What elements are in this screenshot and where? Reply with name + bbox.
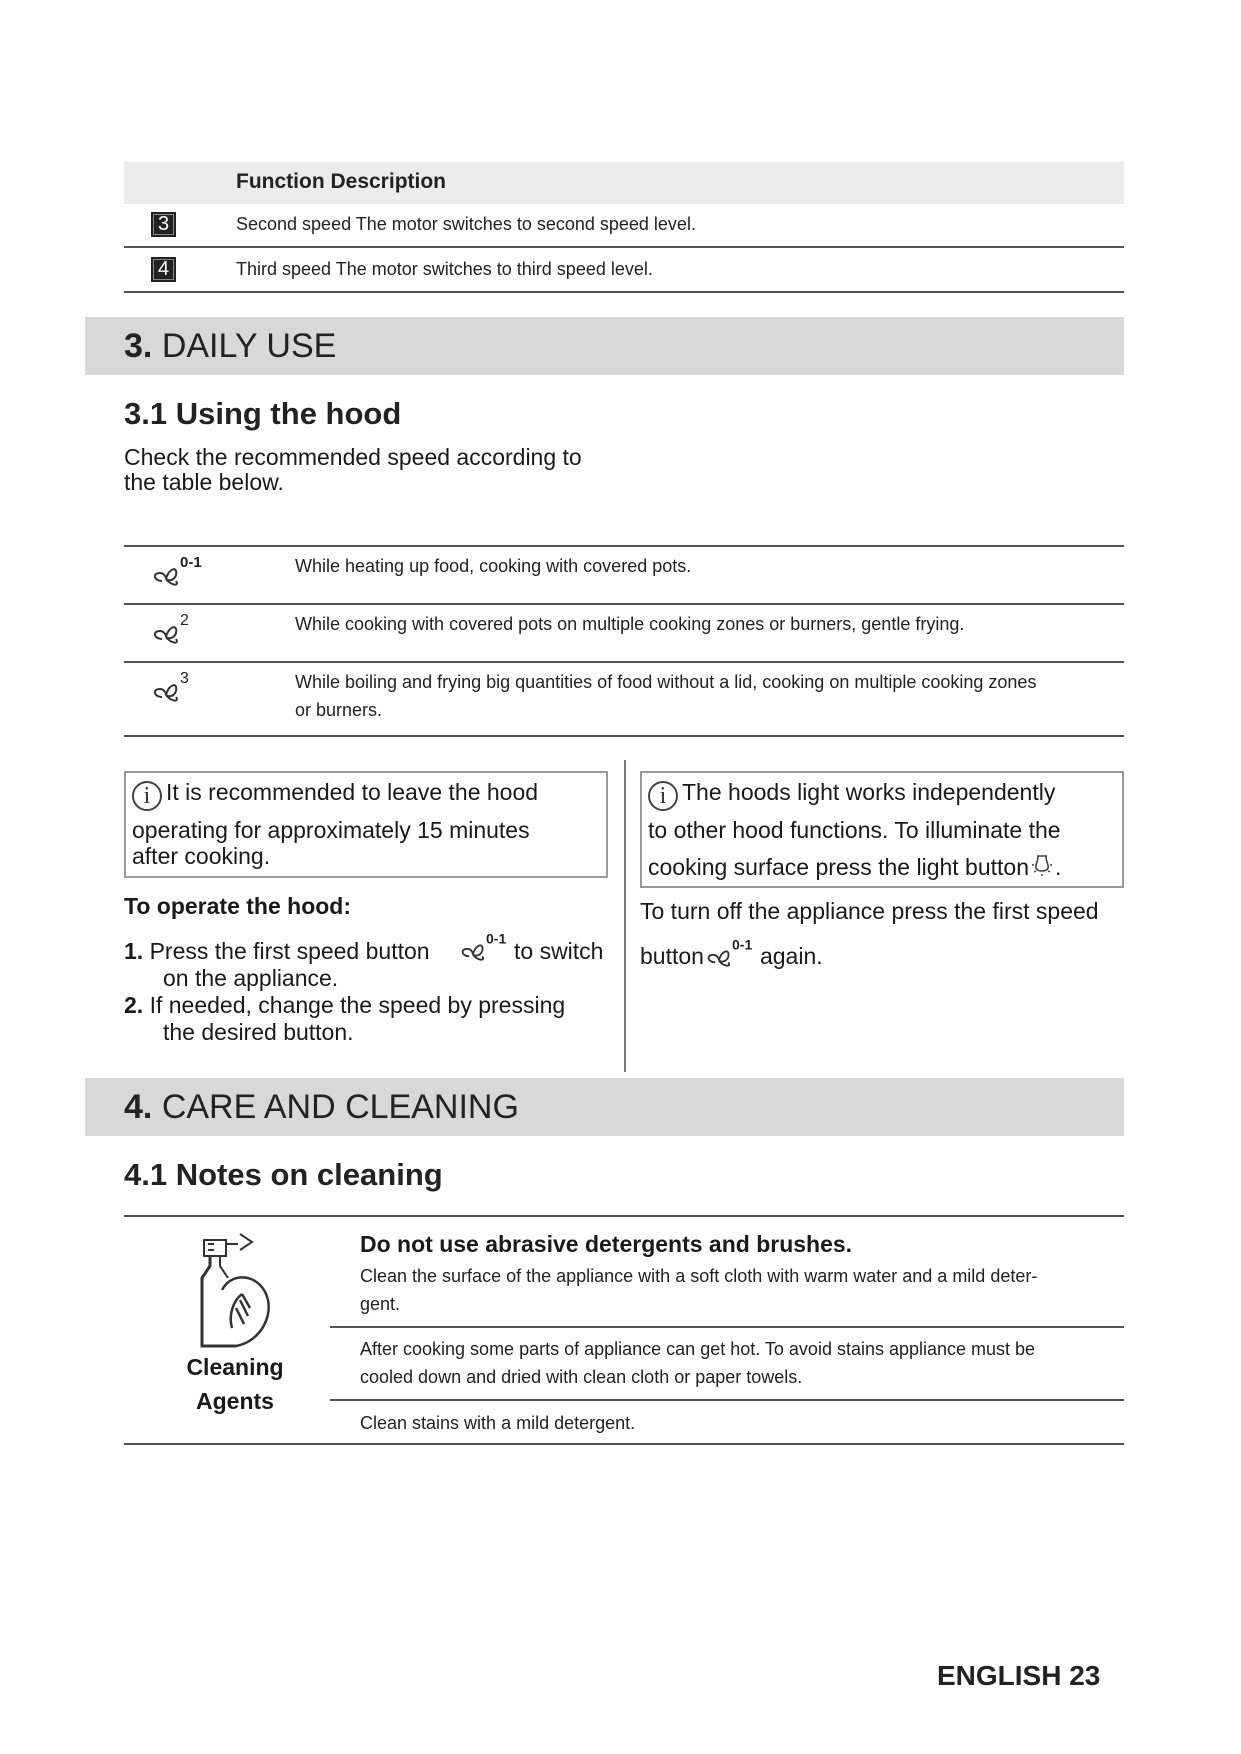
fan-speed-label: 0-1 (486, 930, 507, 947)
fan-speed-label: 3 (180, 670, 189, 687)
fan-speed-2-icon (150, 609, 210, 649)
table-divider (124, 603, 1124, 605)
cleaning-text-1-line-1: Clean the surface of the appliance with a soft cloth with warm water and a mild deter- (360, 1266, 1038, 1286)
function-description-3: Second speed The motor switches to second speed level. (236, 214, 696, 234)
subsection-3-1-title: 3.1 Using the hood (124, 396, 402, 431)
info-note-left (124, 771, 608, 878)
cleaning-agents-caption (150, 1350, 320, 1418)
section-4-title-text: CARE AND CLEANING (161, 1088, 519, 1126)
info-left-line-1: It is recommended to leave the hood (166, 779, 539, 805)
table-divider (330, 1399, 1124, 1401)
fan-speed-0-1-icon (704, 934, 760, 972)
fan-speed-label: 0-1 (180, 554, 202, 571)
speed-description-1: While heating up food, cooking with covered pots. (295, 556, 692, 576)
step-1-number: 1. (124, 938, 144, 964)
speed-description-3-line-2: or burners. (295, 700, 383, 720)
table-divider (124, 735, 1124, 737)
function-number-3: 3 (151, 212, 176, 237)
section-3-title (124, 327, 336, 366)
function-description-4: Third speed The motor switches to third speed level. (236, 259, 653, 279)
turn-off-text-b: again. (759, 943, 823, 969)
speed-description-3-line-1: While boiling and frying big quantities of food without a lid, cooking on multiple cooking zones (295, 672, 1037, 692)
section-3-number: 3. (124, 327, 153, 365)
table-divider (124, 246, 1124, 248)
section-4-number: 4. (124, 1088, 153, 1126)
fan-speed-label: 0-1 (731, 936, 753, 953)
table-divider (124, 1443, 1124, 1445)
cleaning-text-2-line-2: cooled down and dried with clean cloth or paper towels. (360, 1367, 803, 1387)
step-2-text-a: If needed, change the speed by pressing (149, 992, 566, 1018)
info-left-line-3: after cooking. (132, 843, 271, 869)
cleaning-text-2-line-1: After cooking some parts of appliance can get hot. To avoid stains appliance must be (360, 1339, 1036, 1359)
function-table-header-label: Function Description (236, 170, 446, 193)
info-right-line-3-end: . (1055, 854, 1062, 880)
info-right-line-2: to other hood functions. To illuminate the (648, 817, 1061, 843)
turn-off-text-a: button (640, 943, 704, 969)
info-icon: i (132, 781, 162, 811)
operate-step-2 (124, 992, 565, 1019)
info-note-right (640, 771, 1124, 888)
step-2-text-b: the desired button. (163, 1019, 354, 1045)
light-bulb-icon (1029, 851, 1055, 877)
operate-step-1 (124, 938, 430, 965)
intro-line-2: the table below. (124, 469, 284, 495)
section-3-title-text: DAILY USE (161, 327, 337, 365)
function-number-4: 4 (151, 257, 176, 282)
info-right-line-3: cooking surface press the light button (648, 854, 1030, 880)
fan-speed-0-1-icon (150, 551, 210, 591)
cleaning-agent-spray-icon (192, 1230, 282, 1350)
step-1-text-c: on the appliance. (163, 965, 339, 991)
cleaning-text-1-line-2: gent. (360, 1294, 401, 1314)
step-2-number: 2. (124, 992, 144, 1018)
caption-line-2: Agents (196, 1388, 274, 1414)
table-divider (330, 1326, 1124, 1328)
section-4-title (124, 1088, 519, 1127)
step-1-text-a: Press the first speed button (149, 938, 430, 964)
cleaning-warning-heading: Do not use abrasive detergents and brushes. (360, 1231, 853, 1257)
info-icon: i (648, 781, 678, 811)
turn-off-line-2 (640, 934, 823, 972)
table-divider (124, 291, 1124, 293)
column-divider (624, 760, 626, 1072)
table-divider (124, 545, 1124, 547)
turn-off-line-1: To turn off the appliance press the first speed (640, 898, 1099, 924)
operate-heading: To operate the hood: (124, 893, 352, 919)
caption-line-1: Cleaning (186, 1354, 284, 1380)
step-1-text-b: to switch (514, 938, 604, 964)
fan-speed-label: 2 (180, 612, 189, 629)
subsection-4-1-title: 4.1 Notes on cleaning (124, 1157, 443, 1192)
speed-description-2: While cooking with covered pots on multiple cooking zones or burners, gentle frying. (295, 614, 965, 634)
fan-speed-3-icon (150, 667, 210, 707)
fan-speed-0-1-icon (458, 928, 514, 966)
table-divider (124, 1215, 1124, 1217)
info-left-line-2: operating for approximately 15 minutes (132, 817, 530, 843)
table-divider (124, 661, 1124, 663)
info-right-line-1: The hoods light works independently (682, 779, 1056, 805)
page-footer: ENGLISH 23 (937, 1660, 1101, 1691)
intro-line-1: Check the recommended speed according to (124, 444, 582, 470)
cleaning-text-3: Clean stains with a mild detergent. (360, 1413, 636, 1433)
